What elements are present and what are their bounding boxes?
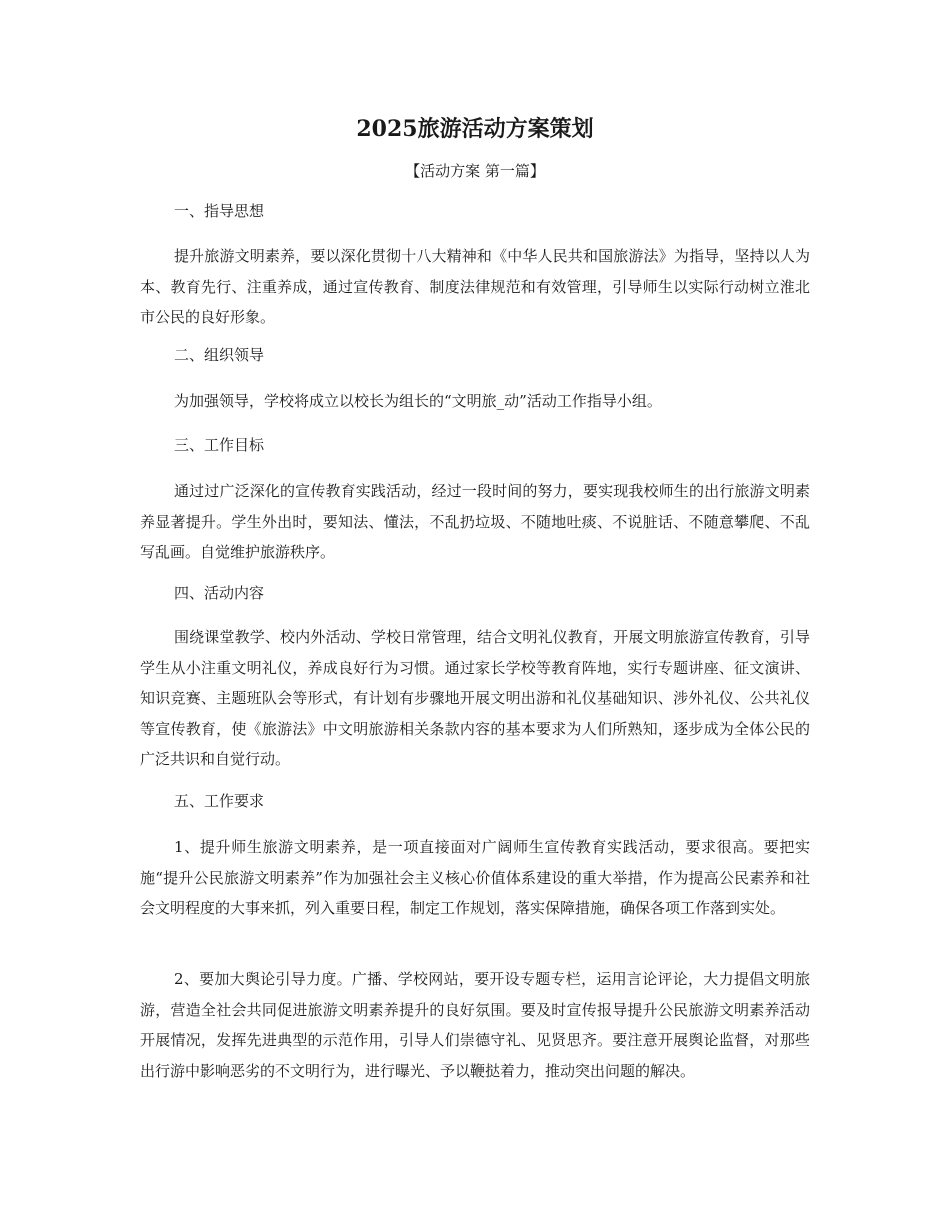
section-heading-work-goals: 三、工作目标	[174, 436, 265, 454]
section-paragraph: 为加强领导，学校将成立以校长为组长的“文明旅_动”活动工作指导小组。	[174, 392, 662, 410]
section-paragraph: 1、提升师生旅游文明素养，是一项直接面对广阔师生宣传教育实践活动，要求很高。要把实施“提升公民旅游文明素养”作为加强社会主义核心价值体系建设的重大举措，作为提高公民素养和社会文明程度的大事来抓，列入重要日程，制定工作规划，落实保障措施，确保各项工作落到实处。	[140, 838, 810, 917]
document-title: 2025旅游活动方案策划	[356, 116, 594, 142]
section-paragraph: 围绕课堂教学、校内外活动、学校日常管理，结合文明礼仪教育，开展文明旅游宣传教育，引导学生从小注重文明礼仪，养成良好行为习惯。通过家长学校等教育阵地，实行专题讲座、征文演讲、知识竞赛、主题班队会等形式，有计划有步骤地开展文明出游和礼仪基础知识、涉外礼仪、公共礼仪等宣传教育，使《旅游法》中文明旅游相关条款内容的基本要求为人们所熟知，逐步成为全体公民的广泛共识和自觉行动。	[140, 628, 810, 768]
section-heading-work-requirements: 五、工作要求	[174, 792, 265, 810]
section-paragraph: 提升旅游文明素养，要以深化贯彻十八大精神和《中华人民共和国旅游法》为指导，坚持以人为本、教育先行、注重养成，通过宣传教育、制度法律规范和有效管理，引导师生以实际行动树立淮北市公民的良好形象。	[140, 247, 810, 326]
section-heading-activity-content: 四、活动内容	[174, 584, 265, 602]
section-heading-organization: 二、组织领导	[174, 346, 265, 364]
section-paragraph: 通过过广泛深化的宣传教育实践活动，经过一段时间的努力，要实现我校师生的出行旅游文明素养显著提升。学生外出时，要知法、懂法，不乱扔垃圾、不随地吐痰、不说脏话、不随意攀爬、不乱写乱画。自觉维护旅游秩序。	[140, 482, 810, 561]
section-heading-guiding-ideology: 一、指导思想	[174, 202, 265, 220]
section-paragraph: 2、要加大舆论引导力度。广播、学校网站，要开设专题专栏，运用言论评论，大力提倡文明旅游，营造全社会共同促进旅游文明素养提升的良好氛围。要及时宣传报导提升公民旅游文明素养活动开展情况，发挥先进典型的示范作用，引导人们崇德守礼、见贤思齐。要注意开展舆论监督，对那些出行游中影响恶劣的不文明行为，进行曝光、予以鞭挞着力，推动突出问题的解决。	[140, 970, 810, 1080]
document-subtitle: 【活动方案 第一篇】	[405, 162, 545, 180]
